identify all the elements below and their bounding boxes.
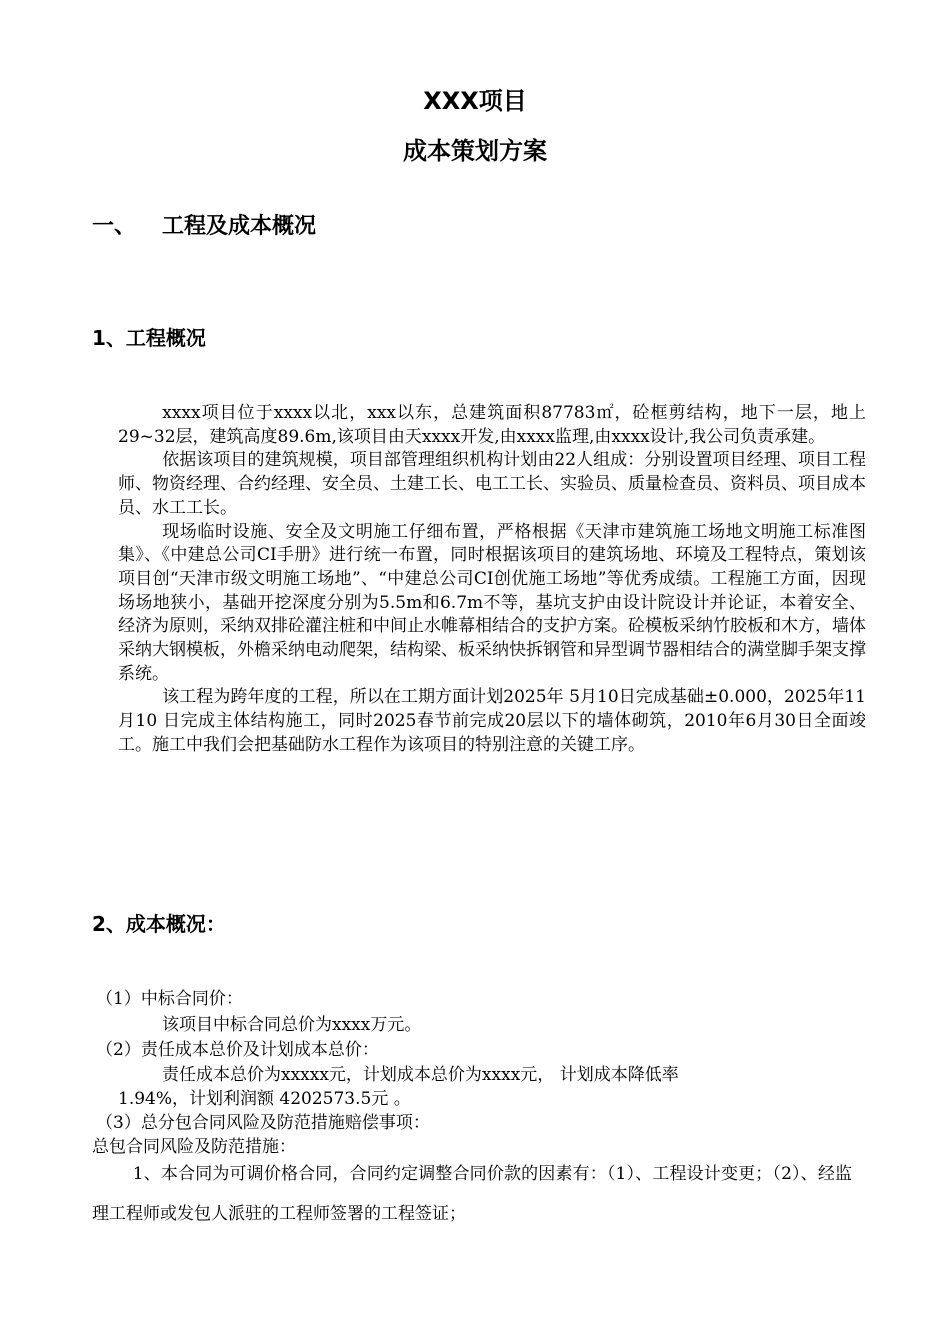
contract-risk-paragraph: 1、本合同为可调价格合同，合同约定调整合同价款的因素有：（1）、工程设计变更；（2）、经监理工程师或发包人派驻的工程师签署的工程签证； <box>92 1164 852 1224</box>
paragraph: xxxx项目位于xxxx以北，xxx以东，总建筑面积87783㎡，砼框剪结构，地下一层，地上29~32层，建筑高度89.6m,该项目由天xxxx开发,由xxxx监理,由xxxx设计,我公司负责承建。 <box>118 403 866 447</box>
section-title: 工程及成本概况 <box>162 214 317 239</box>
item-label: （1）中标合同价： <box>96 989 243 1009</box>
subsection-heading-1: 1、工程概况 <box>92 326 206 350</box>
item-label: （3）总分包合同风险及防范措施赔偿事项： <box>96 1113 430 1133</box>
paragraph: 该工程为跨年度的工程，所以在工期方面计划2025年 5月10日完成基础±0.000，2025年11月10 日完成主体结构施工，同时2025春节前完成20层以下的墙体砌筑，2010年6月30日全面竣工。施工中我们会把基础防水工程作为该项目的特别注意的关键工序。 <box>118 687 866 755</box>
project-overview-body <box>118 402 866 758</box>
document-title: XXX项目 <box>423 87 527 115</box>
paragraph: 依据该项目的建筑规模，项目部管理组织机构计划由22人组成：分别设置项目经理、项目工程师、物资经理、合约经理、安全员、土建工长、电工工长、实验员、质量检查员、资料员、项目成本员、水工工长。 <box>118 450 866 518</box>
item-text: 责任成本总价为xxxxx元，计划成本总价为xxxx元， 计划成本降低率 <box>162 1065 679 1085</box>
item-label: （2）责任成本总价及计划成本总价： <box>96 1040 379 1060</box>
section-number: 一、 <box>92 214 137 239</box>
document-subtitle: 成本策划方案 <box>403 137 547 165</box>
section-heading-1 <box>92 212 316 242</box>
paragraph: 现场临时设施、安全及文明施工仔细布置，严格根据《天津市建筑施工场地文明施工标准图集》、《中建总公司CI手册》进行统一布置，同时根据该项目的建筑场地、环境及工程特点，策划该项目创“天津市级文明施工场地”、“中建总公司CI创优施工场地”等优秀成绩。工程施工方面，因现场场地狭小，基础开挖深度分别为5.5m和6.7m不等，基坑支护由设计院设计并论证，本着安全、经济为原则，采纳双排砼灌注桩和中间止水帷幕相结合的支护方案。砼模板采纳竹胶板和木方，墙体采纳大钢模板，外檐采纳电动爬架，结构梁、板采纳快拆钢管和异型调节器相结合的满堂脚手架支撑系统。 <box>118 521 866 684</box>
item-text: 1.94%，计划利润额 4202573.5元 。 <box>118 1089 411 1109</box>
item-text: 该项目中标合同总价为xxxx万元。 <box>162 1015 422 1035</box>
subsection-heading-2: 2、成本概况： <box>92 912 226 936</box>
item-subheading: 总包合同风险及防范措施： <box>92 1137 296 1157</box>
